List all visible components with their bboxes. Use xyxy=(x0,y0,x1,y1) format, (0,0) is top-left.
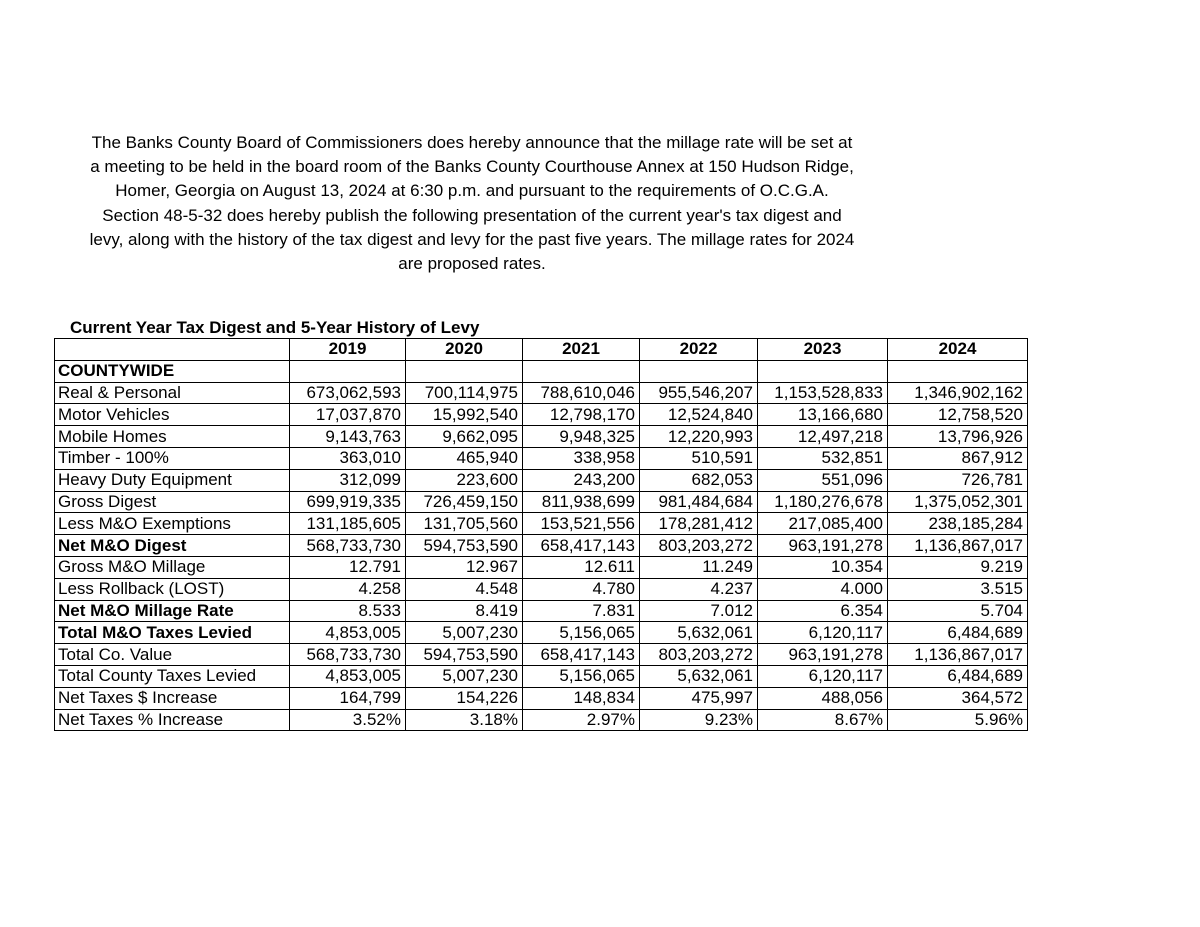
empty-cell xyxy=(290,360,406,382)
value-cell: 131,705,560 xyxy=(406,513,523,535)
value-cell: 7.012 xyxy=(640,600,758,622)
table-row xyxy=(55,578,1028,600)
table-row xyxy=(55,709,1028,731)
value-cell: 12,798,170 xyxy=(523,404,640,426)
section-row xyxy=(55,360,1028,382)
value-cell: 243,200 xyxy=(523,469,640,491)
value-cell: 5.96% xyxy=(888,709,1028,731)
year-header-row xyxy=(55,339,1028,361)
notice-line: a meeting to be held in the board room of the Banks County Courthouse Annex at 150 Hudson Ridge, xyxy=(90,157,854,177)
row-label: Net M&O Digest xyxy=(55,535,290,557)
value-cell: 726,459,150 xyxy=(406,491,523,513)
value-cell: 1,346,902,162 xyxy=(888,382,1028,404)
table-row xyxy=(55,556,1028,578)
section-label: COUNTYWIDE xyxy=(55,360,290,382)
row-label: Net Taxes $ Increase xyxy=(55,687,290,709)
value-cell: 363,010 xyxy=(290,447,406,469)
value-cell: 4,853,005 xyxy=(290,622,406,644)
value-cell: 7.831 xyxy=(523,600,640,622)
empty-cell xyxy=(523,360,640,382)
value-cell: 8.533 xyxy=(290,600,406,622)
value-cell: 131,185,605 xyxy=(290,513,406,535)
table-row xyxy=(55,644,1028,666)
value-cell: 15,992,540 xyxy=(406,404,523,426)
value-cell: 238,185,284 xyxy=(888,513,1028,535)
value-cell: 6,484,689 xyxy=(888,622,1028,644)
value-cell: 700,114,975 xyxy=(406,382,523,404)
row-label: Gross Digest xyxy=(55,491,290,513)
value-cell: 4.237 xyxy=(640,578,758,600)
empty-cell xyxy=(758,360,888,382)
year-header: 2019 xyxy=(290,339,406,361)
value-cell: 9.23% xyxy=(640,709,758,731)
value-cell: 9,143,763 xyxy=(290,426,406,448)
header-blank-cell xyxy=(55,339,290,361)
value-cell: 6,120,117 xyxy=(758,665,888,687)
value-cell: 12.611 xyxy=(523,556,640,578)
value-cell: 4.000 xyxy=(758,578,888,600)
table-title: Current Year Tax Digest and 5-Year History of Levy xyxy=(70,318,480,337)
value-cell: 568,733,730 xyxy=(290,644,406,666)
table-row xyxy=(55,382,1028,404)
value-cell: 475,997 xyxy=(640,687,758,709)
value-cell: 2.97% xyxy=(523,709,640,731)
row-label: Real & Personal xyxy=(55,382,290,404)
value-cell: 3.18% xyxy=(406,709,523,731)
value-cell: 673,062,593 xyxy=(290,382,406,404)
value-cell: 223,600 xyxy=(406,469,523,491)
value-cell: 551,096 xyxy=(758,469,888,491)
table-row xyxy=(55,600,1028,622)
empty-cell xyxy=(888,360,1028,382)
notice-line: Section 48-5-32 does hereby publish the following presentation of the current year's tax digest and xyxy=(102,205,842,225)
value-cell: 726,781 xyxy=(888,469,1028,491)
value-cell: 682,053 xyxy=(640,469,758,491)
table-row xyxy=(55,404,1028,426)
row-label: Less M&O Exemptions xyxy=(55,513,290,535)
row-label: Less Rollback (LOST) xyxy=(55,578,290,600)
empty-cell xyxy=(406,360,523,382)
value-cell: 5,156,065 xyxy=(523,622,640,644)
row-label: Net Taxes % Increase xyxy=(55,709,290,731)
table-row xyxy=(55,469,1028,491)
value-cell: 5,156,065 xyxy=(523,665,640,687)
row-label: Timber - 100% xyxy=(55,447,290,469)
value-cell: 5,632,061 xyxy=(640,665,758,687)
value-cell: 658,417,143 xyxy=(523,535,640,557)
value-cell: 981,484,684 xyxy=(640,491,758,513)
value-cell: 955,546,207 xyxy=(640,382,758,404)
row-label: Mobile Homes xyxy=(55,426,290,448)
value-cell: 17,037,870 xyxy=(290,404,406,426)
notice-line: Homer, Georgia on August 13, 2024 at 6:30 p.m. and pursuant to the requirements of O.C.G.A. xyxy=(115,181,829,201)
value-cell: 13,166,680 xyxy=(758,404,888,426)
value-cell: 5.704 xyxy=(888,600,1028,622)
row-label: Heavy Duty Equipment xyxy=(55,469,290,491)
value-cell: 568,733,730 xyxy=(290,535,406,557)
value-cell: 465,940 xyxy=(406,447,523,469)
row-label: Gross M&O Millage xyxy=(55,556,290,578)
value-cell: 12.791 xyxy=(290,556,406,578)
value-cell: 803,203,272 xyxy=(640,644,758,666)
value-cell: 811,938,699 xyxy=(523,491,640,513)
value-cell: 5,632,061 xyxy=(640,622,758,644)
row-label: Total M&O Taxes Levied xyxy=(55,622,290,644)
value-cell: 9.219 xyxy=(888,556,1028,578)
table-row xyxy=(55,447,1028,469)
value-cell: 4,853,005 xyxy=(290,665,406,687)
row-label: Net M&O Millage Rate xyxy=(55,600,290,622)
row-label: Total County Taxes Levied xyxy=(55,665,290,687)
value-cell: 594,753,590 xyxy=(406,535,523,557)
value-cell: 5,007,230 xyxy=(406,665,523,687)
value-cell: 164,799 xyxy=(290,687,406,709)
value-cell: 12.967 xyxy=(406,556,523,578)
value-cell: 594,753,590 xyxy=(406,644,523,666)
value-cell: 338,958 xyxy=(523,447,640,469)
value-cell: 3.52% xyxy=(290,709,406,731)
value-cell: 8.67% xyxy=(758,709,888,731)
notice-line: are proposed rates. xyxy=(398,254,546,274)
notice-line: levy, along with the history of the tax digest and levy for the past five years. The millage rates for 2024 xyxy=(89,229,855,249)
value-cell: 12,497,218 xyxy=(758,426,888,448)
value-cell: 10.354 xyxy=(758,556,888,578)
value-cell: 4.258 xyxy=(290,578,406,600)
table-row xyxy=(55,513,1028,535)
value-cell: 154,226 xyxy=(406,687,523,709)
empty-cell xyxy=(640,360,758,382)
table-row xyxy=(55,687,1028,709)
year-header: 2023 xyxy=(758,339,888,361)
notice-line: The Banks County Board of Commissioners does hereby announce that the millage rate will be set at xyxy=(91,133,853,152)
value-cell: 658,417,143 xyxy=(523,644,640,666)
value-cell: 963,191,278 xyxy=(758,535,888,557)
value-cell: 532,851 xyxy=(758,447,888,469)
value-cell: 178,281,412 xyxy=(640,513,758,535)
year-header: 2020 xyxy=(406,339,523,361)
levy-history-table xyxy=(54,338,1028,731)
row-label: Motor Vehicles xyxy=(55,404,290,426)
row-label: Total Co. Value xyxy=(55,644,290,666)
value-cell: 4.780 xyxy=(523,578,640,600)
value-cell: 963,191,278 xyxy=(758,644,888,666)
value-cell: 4.548 xyxy=(406,578,523,600)
value-cell: 699,919,335 xyxy=(290,491,406,513)
value-cell: 510,591 xyxy=(640,447,758,469)
value-cell: 11.249 xyxy=(640,556,758,578)
value-cell: 9,662,095 xyxy=(406,426,523,448)
value-cell: 312,099 xyxy=(290,469,406,491)
value-cell: 8.419 xyxy=(406,600,523,622)
value-cell: 9,948,325 xyxy=(523,426,640,448)
value-cell: 1,180,276,678 xyxy=(758,491,888,513)
table-row xyxy=(55,491,1028,513)
value-cell: 867,912 xyxy=(888,447,1028,469)
value-cell: 364,572 xyxy=(888,687,1028,709)
value-cell: 488,056 xyxy=(758,687,888,709)
year-header: 2022 xyxy=(640,339,758,361)
value-cell: 1,136,867,017 xyxy=(888,535,1028,557)
table-row xyxy=(55,426,1028,448)
value-cell: 1,136,867,017 xyxy=(888,644,1028,666)
year-header: 2024 xyxy=(888,339,1028,361)
value-cell: 148,834 xyxy=(523,687,640,709)
millage-notice xyxy=(40,131,904,276)
value-cell: 217,085,400 xyxy=(758,513,888,535)
value-cell: 3.515 xyxy=(888,578,1028,600)
table-row xyxy=(55,622,1028,644)
value-cell: 12,524,840 xyxy=(640,404,758,426)
value-cell: 5,007,230 xyxy=(406,622,523,644)
value-cell: 788,610,046 xyxy=(523,382,640,404)
value-cell: 1,375,052,301 xyxy=(888,491,1028,513)
value-cell: 12,758,520 xyxy=(888,404,1028,426)
value-cell: 13,796,926 xyxy=(888,426,1028,448)
table-row xyxy=(55,665,1028,687)
value-cell: 12,220,993 xyxy=(640,426,758,448)
value-cell: 1,153,528,833 xyxy=(758,382,888,404)
year-header: 2021 xyxy=(523,339,640,361)
value-cell: 6,484,689 xyxy=(888,665,1028,687)
table-row xyxy=(55,535,1028,557)
value-cell: 6,120,117 xyxy=(758,622,888,644)
value-cell: 6.354 xyxy=(758,600,888,622)
value-cell: 803,203,272 xyxy=(640,535,758,557)
value-cell: 153,521,556 xyxy=(523,513,640,535)
